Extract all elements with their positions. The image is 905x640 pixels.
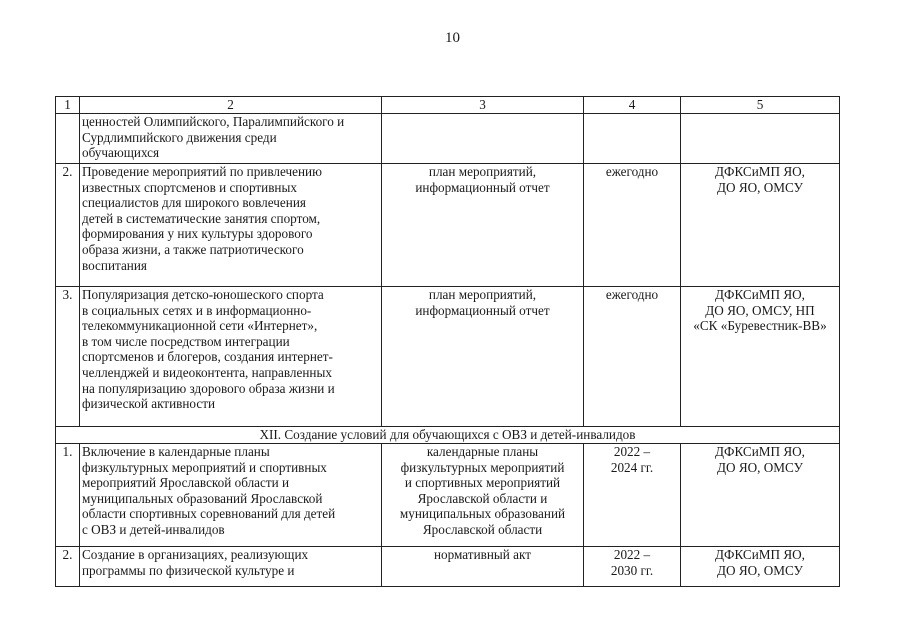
header-col-2: 2 [80, 97, 382, 114]
activity-cell: Популяризация детско-юношеского спорта в социальных сетях и в информационно- телекоммуникационной сети «Интернет», в том числе посредством интеграции спортсменов и блогеров, создания интернет- челленджей и видеоконтента, направленных на популяризацию здорового образа жизни и физической активности [80, 287, 382, 427]
plan-table [55, 96, 840, 587]
result-cell: план мероприятий, информационный отчет [382, 164, 584, 287]
row-number-cell: 1. [56, 444, 80, 547]
activity-cell: Включение в календарные планы физкультурных мероприятий и спортивных мероприятий Ярославской области и муниципальных образований Ярославской области спортивных соревнований для детей с ОВЗ и детей-инвалидов [80, 444, 382, 547]
result-cell [382, 114, 584, 164]
header-col-3: 3 [382, 97, 584, 114]
term-cell: ежегодно [584, 164, 681, 287]
term-cell: ежегодно [584, 287, 681, 427]
table-row [56, 164, 840, 287]
activity-cell: Создание в организациях, реализующих программы по физической культуре и [80, 547, 382, 587]
responsible-cell: ДФКСиМП ЯО, ДО ЯО, ОМСУ [681, 444, 840, 547]
table-row [56, 287, 840, 427]
row-number-cell: 2. [56, 164, 80, 287]
table-row [56, 444, 840, 547]
responsible-cell [681, 114, 840, 164]
responsible-cell: ДФКСиМП ЯО, ДО ЯО, ОМСУ [681, 547, 840, 587]
term-cell: 2022 – 2030 гг. [584, 547, 681, 587]
section-title: XII. Создание условий для обучающихся с ОВЗ и детей-инвалидов [56, 427, 840, 444]
row-number-cell: 3. [56, 287, 80, 427]
header-col-5: 5 [681, 97, 840, 114]
table-row [56, 547, 840, 587]
term-cell: 2022 – 2024 гг. [584, 444, 681, 547]
responsible-cell: ДФКСиМП ЯО, ДО ЯО, ОМСУ [681, 164, 840, 287]
section-heading-row [56, 427, 840, 444]
row-number-cell [56, 114, 80, 164]
table-row [56, 114, 840, 164]
activity-cell: Проведение мероприятий по привлечению известных спортсменов и спортивных специалистов для широкого вовлечения детей в систематические занятия спортом, формирования у них культуры здорового образа жизни, а также патриотического воспитания [80, 164, 382, 287]
header-col-4: 4 [584, 97, 681, 114]
header-col-1: 1 [56, 97, 80, 114]
result-cell: календарные планы физкультурных мероприятий и спортивных мероприятий Ярославской области и муниципальных образований Ярославской области [382, 444, 584, 547]
responsible-cell: ДФКСиМП ЯО, ДО ЯО, ОМСУ, НП «СК «Буревестник-ВВ» [681, 287, 840, 427]
activity-cell: ценностей Олимпийского, Паралимпийского и Сурдлимпийского движения среди обучающихся [80, 114, 382, 164]
result-cell: нормативный акт [382, 547, 584, 587]
term-cell [584, 114, 681, 164]
row-number-cell: 2. [56, 547, 80, 587]
page-number: 10 [445, 30, 460, 46]
table-header-row [56, 97, 840, 114]
result-cell: план мероприятий, информационный отчет [382, 287, 584, 427]
